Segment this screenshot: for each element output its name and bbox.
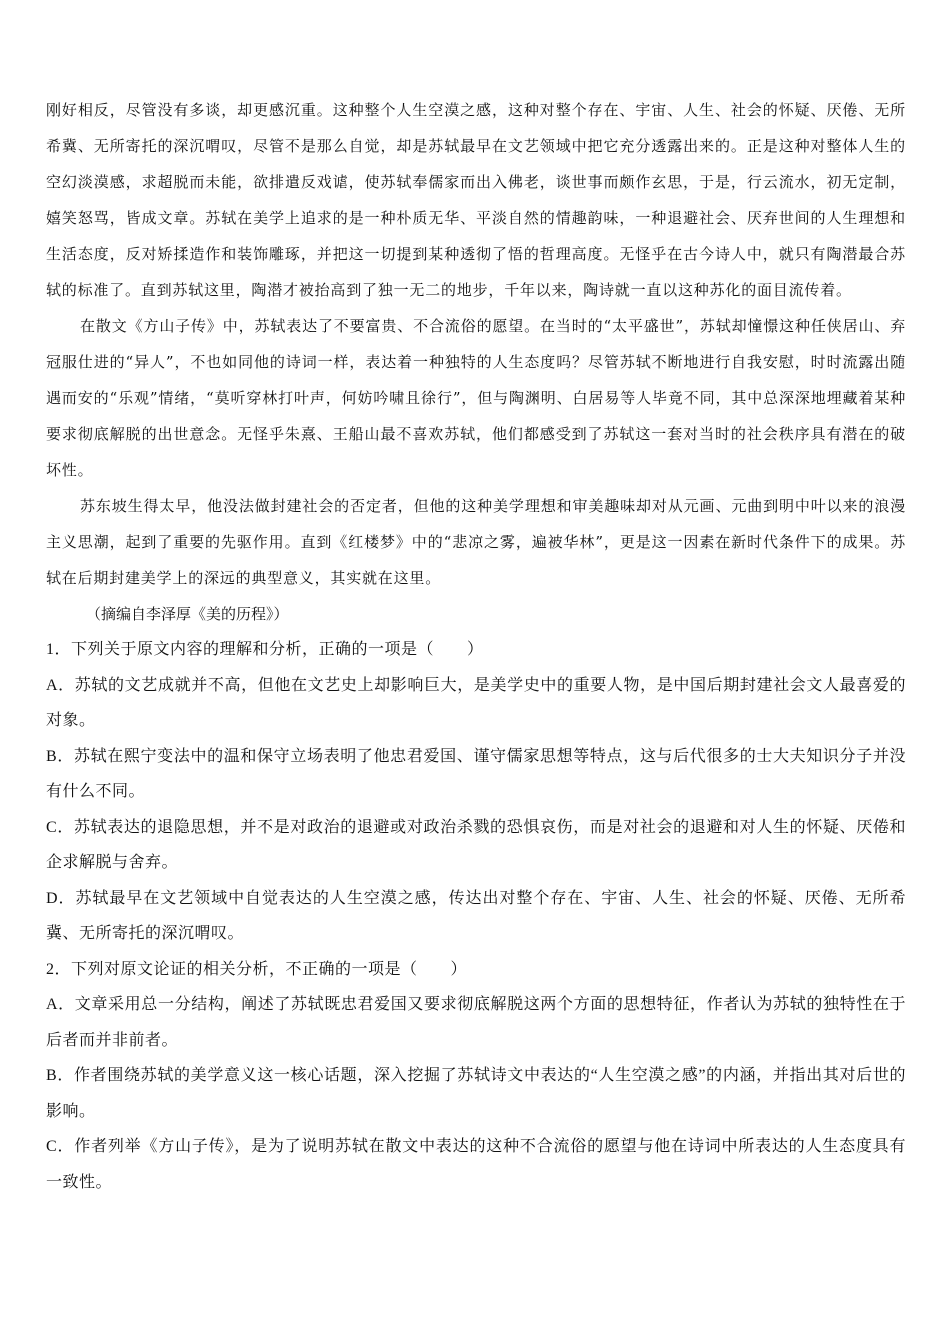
- question-1-option-c[interactable]: C．苏轼表达的退隐思想，并不是对政治的退避或对政治杀戮的恐惧哀伤，而是对社会的退避和对人生的怀疑、厌倦和企求解脱与舍弃。: [46, 818, 906, 871]
- question-stem: 1．下列关于原文内容的理解和分析，正确的一项是（ ）: [46, 641, 484, 658]
- question-2-option-a[interactable]: A．文章采用总一分结构，阐述了苏轼既忠君爱国又要求彻底解脱这两个方面的思想特征，作者认为苏轼的独特性在于后者而并非前者。: [46, 996, 906, 1049]
- question-2: [46, 952, 906, 1201]
- question-2-option-b[interactable]: B．作者围绕苏轼的美学意义这一核心话题，深入挖掘了苏轼诗文中表达的“人生空漠之感”的内涵，并指出其对后世的影响。: [46, 1067, 906, 1120]
- question-1-option-a[interactable]: A．苏轼的文艺成就并不高，但他在文艺史上却影响巨大，是美学史中的重要人物，是中国后期封建社会文人最喜爱的对象。: [46, 676, 906, 729]
- passage-source: （摘编自李泽厚《美的历程》）: [86, 605, 289, 623]
- question-stem: 2．下列对原文论证的相关分析，不正确的一项是（ ）: [46, 960, 468, 978]
- document-page: [46, 92, 906, 1200]
- passage-paragraph-1: 刚好相反，尽管没有多谈，却更感沉重。这种整个人生空漠之感，这种对整个存在、宇宙、人生、社会的怀疑、厌倦、无所希冀、无所寄托的深沉喟叹，尽管不是那么自觉，却是苏轼最早在文艺领域中把它充分透露出来的。正是这种对整体人生的空幻淡漠感，求超脱而未能，欲排遣反戏谑，使苏轼奉儒家而出入佛老，谈世事而颇作玄思，于是，行云流水，初无定制，嬉笑怒骂，皆成文章。苏轼在美学上追求的是一种朴质无华、平淡自然的情趣韵味，一种退避社会、厌弃世间的人生理想和生活态度，反对矫揉造作和装饰雕琢，并把这一切提到某种透彻了悟的哲理高度。无怪乎在古今诗人中，就只有陶潜最合苏轼的标准了。直到苏轼这里，陶潜才被抬高到了独一无二的地步，千年以来，陶诗就一直以这种苏化的面目流传着。: [46, 101, 906, 299]
- question-2-option-c[interactable]: C．作者列举《方山子传》，是为了说明苏轼在散文中表达的这种不合流俗的愿望与他在诗词中所表达的人生态度具有一致性。: [46, 1138, 906, 1191]
- question-1: [46, 632, 906, 952]
- question-1-option-d[interactable]: D．苏轼最早在文艺领域中自觉表达的人生空漠之感，传达出对整个存在、宇宙、人生、社会的怀疑、厌倦、无所希冀、无所寄托的深沉喟叹。: [46, 889, 906, 942]
- question-1-option-b[interactable]: B．苏轼在熙宁变法中的温和保守立场表明了他忠君爱国、谨守儒家思想等特点，这与后代很多的士大夫知识分子并没有什么不同。: [46, 747, 906, 800]
- passage-paragraph-2: 在散文《方山子传》中，苏轼表达了不要富贵、不合流俗的愿望。在当时的“太平盛世”，苏轼却憧憬这种任侠居山、弃冠服仕进的“异人”，不也如同他的诗词一样，表达着一种独特的人生态度吗？尽管苏轼不断地进行自我安慰，时时流露出随遇而安的“乐观”情绪，“莫听穿林打叶声，何妨吟啸且徐行”，但与陶渊明、白居易等人毕竟不同，其中总深深地埋藏着某种要求彻底解脱的出世意念。无怪乎朱熹、王船山最不喜欢苏轼，他们都感受到了苏轼这一套对当时的社会秩序具有潜在的破坏性。: [46, 317, 906, 479]
- passage-paragraph-3: 苏东坡生得太早，他没法做封建社会的否定者，但他的这种美学理想和审美趣味却对从元画、元曲到明中叶以来的浪漫主义思潮，起到了重要的先驱作用。直到《红楼梦》中的“悲凉之雾，遍被华林”，更是这一因素在新时代条件下的成果。苏轼在后期封建美学上的深远的典型意义，其实就在这里。: [46, 497, 906, 587]
